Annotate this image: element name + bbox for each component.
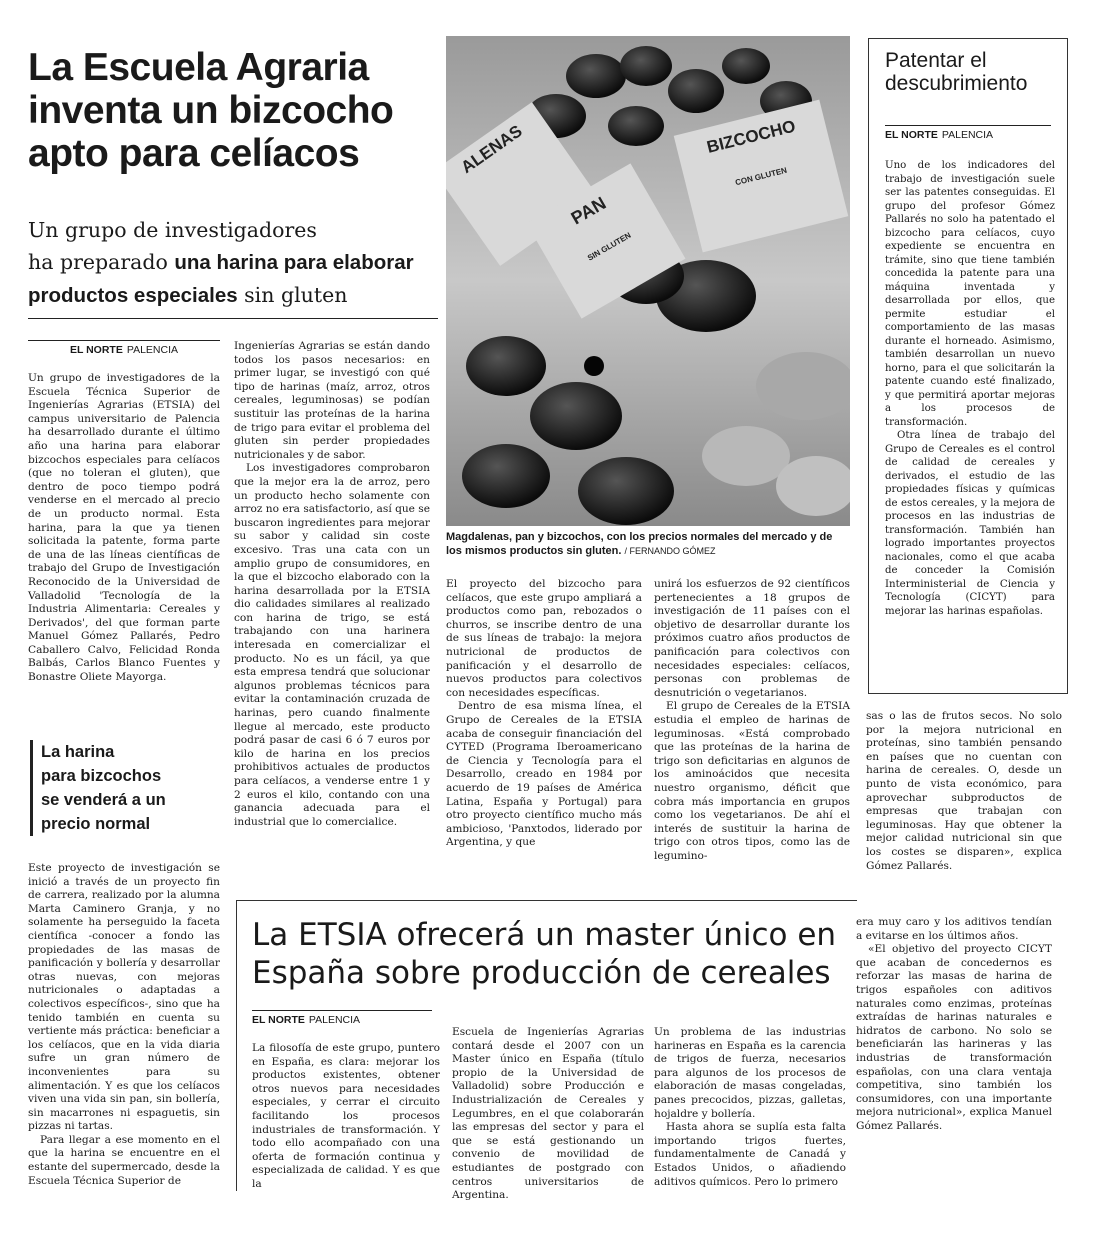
main-col-5: [866, 710, 1062, 873]
byline-paper: EL NORTE: [69, 344, 123, 356]
second-headline: [252, 916, 852, 992]
paragraph: La filosofía de este grupo, puntero en España, es clara: mejorar los productos existentes, obtener otros nuevos para necesidades especiales, y cerrar el circuito facilitando los procesos industriales de transformación. Y todo ello acompañado con una oferta de formación continua y especializada de calidad. Y es que la: [252, 1042, 440, 1190]
caption-text: Magdalenas, pan y bizcochos, con los precios normales del mercado y de los mismos productos sin gluten.: [446, 531, 833, 557]
headline-line: La ETSIA ofrecerá un master único en: [252, 917, 837, 953]
subtitle-text: ha preparado: [28, 250, 175, 274]
paragraph: Otra línea de trabajo del Grupo de Cereales es el control de calidad de cereales y derivados, el estudio de las propiedades físicas y químicas de estos cereales, y la mejora de procesos en las industrias de transformación. También han logrado importantes proyectos nacionales, como el que acaba de conceder la Comisión Interministerial de Ciencia y Tecnología (CICYT) para mejorar las harinas españolas.: [885, 430, 1055, 617]
subtitle-rule: [28, 318, 438, 319]
paragraph: Ingenierías Agrarias se están dando todos los pasos necesarios: en primer lugar, se investigó con qué tipo de harinas (maíz, arroz, otros cereales, leguminosas) se podían sustituir las proteínas de la harina de trigo para evitar el problema del gluten sin perder propiedades nutricionales y de sabor.: [234, 340, 430, 461]
photo-credit: / FERNANDO GÓMEZ: [624, 546, 716, 556]
subtitle-bold: una harina para elaborar: [174, 251, 414, 274]
card-small-label: CON GLUTEN: [734, 165, 788, 188]
paragraph: El proyecto del bizcocho para celíacos, que este grupo ampliará a productos como pan, rebozados o churros, se inscribe dentro de una de sus líneas de trabajo: la mejora nutricional de productos de panificación y el desarrollo de nuevos productos para colectivos con necesidades específicas.: [446, 578, 642, 699]
paragraph: Para llegar a ese momento en el que la harina se encuentre en el estante del supermercado, desde la Escuela Técnica Superior de: [28, 1133, 220, 1187]
byline-city: PALENCIA: [308, 1014, 361, 1026]
paragraph: Hasta ahora se suplía esta falta importando trigos fuertes, fundamentalmente de Canadá y Estados Unidos, o añadiendo aditivos químicos. Pero lo primero: [654, 1121, 846, 1188]
byline-city: PALENCIA: [126, 344, 179, 356]
paragraph: Escuela de Ingenierías Agrarias contará desde el 2007 con un Master único en España (título propio de la Universidad de Valladolid) sobre Producción e Industrialización de Cereales y Legumbres, en el que colaborarán las empresas del sector y para el que se está gestionando un convenio de movilidad de estudiantes de postgrado con centros universitarios de Argentina.: [452, 1026, 644, 1202]
pull-quote-line: para bizcochos: [41, 767, 162, 785]
subtitle-text: sin gluten: [237, 283, 348, 307]
byline-paper: EL NORTE: [252, 1014, 305, 1026]
byline-city: PALENCIA: [941, 129, 994, 141]
paragraph: sas o las de frutos secos. No solo por la mejora nutricional en proteínas, sino también pensando en países que no cuentan con harina de cereales. O, desde un punto de vista económico, para aprovechar subproductos de empresas que trabajan con leguminosas. Hay que obtener la mejor calidad nutricional sin que los costes se disparen», explica Gómez Pallarés.: [866, 710, 1062, 872]
photo: [446, 36, 850, 526]
pull-quote-line: precio normal: [41, 815, 151, 833]
headline-line: apto para celíacos: [28, 132, 360, 175]
card-small-label: SIN GLUTEN: [586, 230, 633, 263]
main-col-2: [234, 340, 430, 829]
paragraph: Este proyecto de investigación se inició a través de un proyecto fin de carrera, realizado por la alumna Marta Caminero Granja, y no solamente ha perseguido la faceta científica -conocer a fondo las propiedades de las masas de panificación y bollería y desarrollar otras nuevas, con mejoras nutricionales o adaptadas a colectivos específicos-, sino que ha tenido también en cuenta su vertiente más práctica: beneficiar a los celíacos, que en la vida diaria sufre un gran número de inconvenientes para su alimentación. Y es que los celíacos viven una vida sin pan, sin bollería, sin macarrones ni espaguetis, sin pizzas ni tartas.: [28, 862, 220, 1133]
paragraph: Un problema de las industrias harineras en España es la carencia de trigos de fuerza, necesarios para algunos de los procesos de elaboración de masas congeladas, panes precocidos, pizzas, galletas, hojaldre y bollería.: [654, 1026, 846, 1120]
paragraph: era muy caro y los aditivos tendían a evitarse en los últimos años.: [856, 916, 1052, 942]
subtitle-line-1: [28, 214, 438, 246]
sidebar-text: [885, 159, 1055, 618]
pull-quote: [30, 740, 211, 836]
main-col-3: [446, 578, 642, 850]
headline-line: La Escuela Agraria: [28, 46, 369, 89]
sidebar-title-line: descubrimiento: [885, 72, 1028, 95]
subtitle-line-3: [28, 279, 438, 312]
headline-line: inventa un bizcocho: [28, 89, 394, 132]
card-label: ALENAS: [457, 121, 526, 178]
subtitle-line-2: [28, 246, 438, 279]
sidebar-title-line: Patentar el: [885, 49, 987, 72]
subtitle-text: Un grupo de investigadores: [28, 218, 317, 242]
second-byline: [252, 1010, 432, 1026]
subtitle-bold: productos especiales: [28, 284, 238, 307]
pull-quote-line: se venderá a un: [41, 791, 166, 809]
paragraph: El grupo de Cereales de la ETSIA estudia el empleo de harinas de leguminosas. «Está comprobado que las proteínas de la harina de trigo son deficitarias en algunos de los aminoácidos que necesita nuestro organismo, déficit que cobra más importancia en grupos como los vegetarianos. De ahí el interés de sustituir la harina de trigo con otros tipos, como las de legumino-: [654, 700, 850, 862]
main-byline: [28, 340, 220, 356]
second-col-1: [252, 1042, 440, 1192]
paragraph: Los investigadores comprobaron que la mejor era la de arroz, pero un producto hecho solamente con arroz no era satisfactorio, así que se buscaron ingredientes para mejorar su sabor y calidad sin coste excesivo. Tras una cata con un amplio grupo de consumidores, en la que el bizcocho elaborado con la harina desarrollada por la ETSIA dio calidades similares al realizado con harina de trigo, se está trabajando con una harinera interesada en comercializar el producto. No es un fácil, ya que esta empresa tendrá que solucionar algunos problemas técnicos para evitar la contaminación cruzada de harinas, pero cuando finalmente llegue al mercado, este producto podrá pasar de casi 6 ó 7 euros por kilo de harina en los precios prohibitivos actuales de productos para celíacos, a venderse entre 1 y 2 euros el kilo, contando con una ganancia adecuada para el industrial que lo comercialice.: [234, 462, 431, 828]
main-headline: [28, 46, 438, 175]
headline-line: España sobre producción de cereales: [252, 955, 831, 991]
sidebar-title: [885, 49, 1065, 95]
main-col-4: [654, 578, 850, 863]
paragraph: «El objetivo del proyecto CICYT que acaban de concedernos es reforzar las masas de harina de trigos españoles con aditivos naturales como enzimas, proteínas extraídas de harinas naturales e hidratos de carbono. No solo se beneficiarán las harineras y las industrias de transformación españolas, con una clara ventaja competitiva, sino también los consumidores, con una importante mejora nutricional», explica Manuel Gómez Pallarés.: [856, 943, 1052, 1132]
second-col-3: [654, 1026, 846, 1189]
main-subtitle: [28, 214, 438, 312]
paragraph: Uno de los indicadores del trabajo de investigación suele ser las patentes conseguidas. El grupo del profesor Gómez Pallarés no solo ha patentado el bizcocho para celíacos, cuyo expediente se encuentra en trámite, sino que tiene también concedida la patente para una máquina inventada y desarrollada por ellos, que permite estudiar el comportamiento de las masas durante el horneado. Asimismo, también desarrollan un nuevo horno, para el que solicitarán la patente cuando esté finalizado, y que permitirá aportar mejoras a los procesos de transformación.: [885, 160, 1055, 428]
byline-paper: EL NORTE: [885, 129, 938, 141]
card-label: BIZCOCHO: [704, 116, 798, 157]
paragraph: Un grupo de investigadores de la Escuela Técnica Superior de Ingenierías Agrarias (ETSIA) del campus universitario de Palencia ha desarrollado durante el último año una harina para elaborar bizcochos especiales para celíacos (que no toleran el gluten), que dentro de poco tiempo podrá venderse en el mercado al precio de un producto normal. Esta harina, para la que ya tienen solicitada la patente, forma parte de una de las líneas científicas de trabajo del Grupo de Investigación Reconocido de la Universidad de Valladolid 'Tecnología de la Industria Alimentaria: Cereales y Derivados', del que forman parte Manuel Gómez Pallarés, Pedro Caballero Calvo, Felicidad Ronda Balbás, Carlos Blanco Fuentes y Bonastre Oliete Mayorga.: [28, 372, 220, 684]
second-col-2: [452, 1026, 644, 1203]
paragraph: Dentro de esa misma línea, el Grupo de Cereales de la ETSIA acaba de conseguir financiación del CYTED (Programa Iberoamericano de Ciencia y Tecnología para el Desarrollo, creado en 1984 por acuerdo de 19 países de América Latina, España y Portugal) para otro proyecto científico mucho más ambicioso, 'Panxtodos, liderado por Argentina, y que: [446, 700, 642, 849]
pull-quote-line: La harina: [41, 743, 115, 761]
sidebar-box: [868, 38, 1068, 694]
photo-caption: [446, 530, 850, 558]
card-label: PAN: [567, 192, 610, 229]
paragraph: unirá los esfuerzos de 92 científicos pertenecientes a 18 grupos de investigación de 11 países con el objetivo de desarrollar durante los próximos cuatro años productos de panificación para colectivos con necesidades especiales: celíacos, personas con problemas de desnutrición o vegetarianos.: [654, 578, 850, 699]
second-col-4: [856, 916, 1052, 1134]
main-col-1: [28, 372, 220, 685]
main-col-1b: [28, 862, 220, 1188]
sidebar-byline: [885, 125, 1051, 141]
